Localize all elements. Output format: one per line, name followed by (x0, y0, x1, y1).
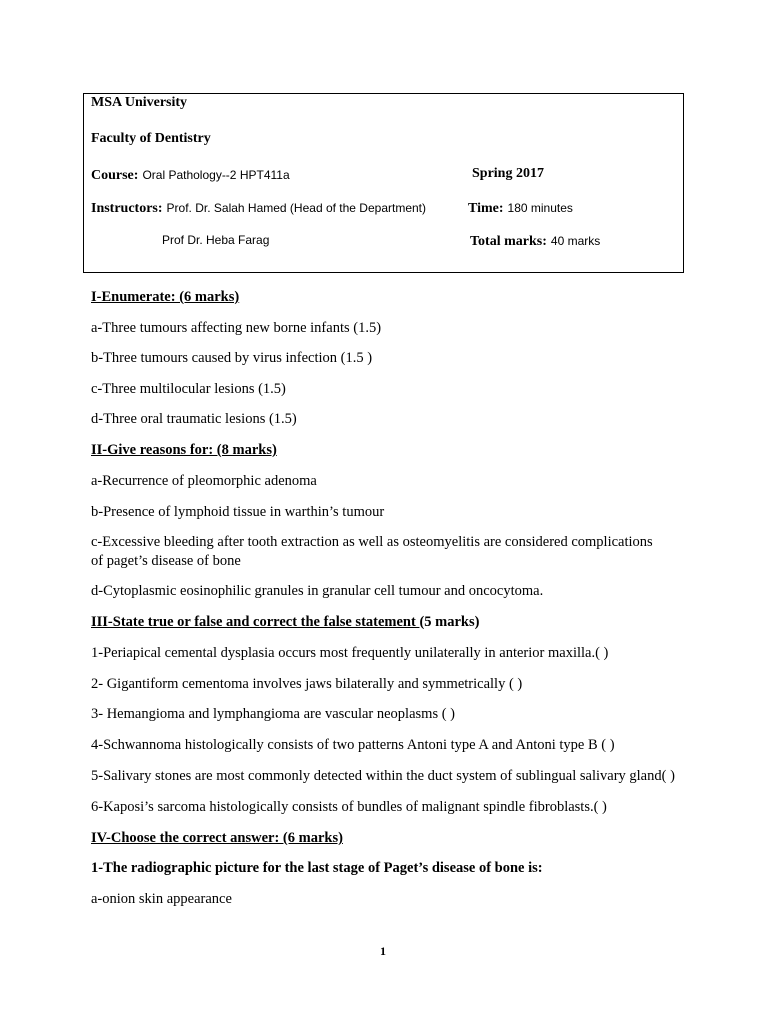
time-value: 180 minutes (507, 201, 573, 215)
section-1-item: b-Three tumours caused by virus infection (1.5 ) (91, 350, 373, 366)
section-3-heading (91, 614, 479, 631)
instructor-2: Prof Dr. Heba Farag (162, 233, 270, 247)
section-3-item: 4-Schwannoma histologically consists of two patterns Antoni type A and Antoni type B ( ) (91, 737, 615, 753)
section-2-item-b: b-Presence of lymphoid tissue in warthin’s tumour (91, 504, 385, 520)
total-marks-value: 40 marks (550, 234, 601, 248)
instructor-1: Prof. Dr. Salah Hamed (Head of the Department) (166, 201, 426, 215)
section-3-item: 1-Periapical cemental dysplasia occurs most frequently unilaterally in anterior maxilla.( ) (91, 645, 609, 661)
section-3-heading-marks: (5 marks) (419, 614, 480, 630)
section-3-item: 6-Kaposi’s sarcoma histologically consists of bundles of malignant spindle fibroblasts.( ) (91, 799, 607, 815)
time-line (468, 199, 573, 217)
university-name: MSA University (91, 95, 188, 110)
section-1-item: d-Three oral traumatic lesions (1.5) (91, 411, 297, 427)
section-1-item: a-Three tumours affecting new borne infants (1.5) (91, 320, 382, 336)
total-marks-label: Total marks: (470, 234, 547, 249)
section-1-heading: I-Enumerate: (6 marks) (91, 289, 240, 305)
section-3-item: 5-Salivary stones are most commonly detected within the duct system of sublingual salivary gland( ) (91, 768, 675, 784)
course-value: Oral Pathology--2 HPT411a (142, 168, 290, 182)
section-4-option-a: a-onion skin appearance (91, 891, 232, 907)
section-2-heading: II-Give reasons for: (8 marks) (91, 442, 277, 458)
instructors-line (91, 199, 426, 217)
section-3-item: 2- Gigantiform cementoma involves jaws bilaterally and symmetrically ( ) (91, 676, 523, 692)
exam-term: Spring 2017 (472, 166, 544, 181)
section-3-heading-underlined: III-State true or false and correct the false statement (91, 614, 420, 630)
course-label: Course: (91, 168, 139, 183)
instructors-label: Instructors: (91, 201, 163, 216)
section-4-heading: IV-Choose the correct answer: (6 marks) (91, 830, 343, 846)
section-4-question-1: 1-The radiographic picture for the last stage of Paget’s disease of bone is: (91, 860, 543, 876)
time-label: Time: (468, 201, 504, 216)
section-2-item-a: a-Recurrence of pleomorphic adenoma (91, 473, 317, 489)
section-2-item-d: d-Cytoplasmic eosinophilic granules in granular cell tumour and oncocytoma. (91, 583, 544, 599)
total-marks-line (470, 232, 600, 250)
section-3-item: 3- Hemangioma and lymphangioma are vascular neoplasms ( ) (91, 706, 455, 722)
section-2-item-c-line2: of paget’s disease of bone (91, 553, 241, 569)
faculty-name: Faculty of Dentistry (91, 131, 211, 146)
course-line (91, 166, 290, 184)
section-1-item: c-Three multilocular lesions (1.5) (91, 381, 286, 397)
page-number: 1 (380, 944, 386, 958)
section-2-item-c-line1: c-Excessive bleeding after tooth extraction as well as osteomyelitis are considered complications (91, 534, 653, 550)
